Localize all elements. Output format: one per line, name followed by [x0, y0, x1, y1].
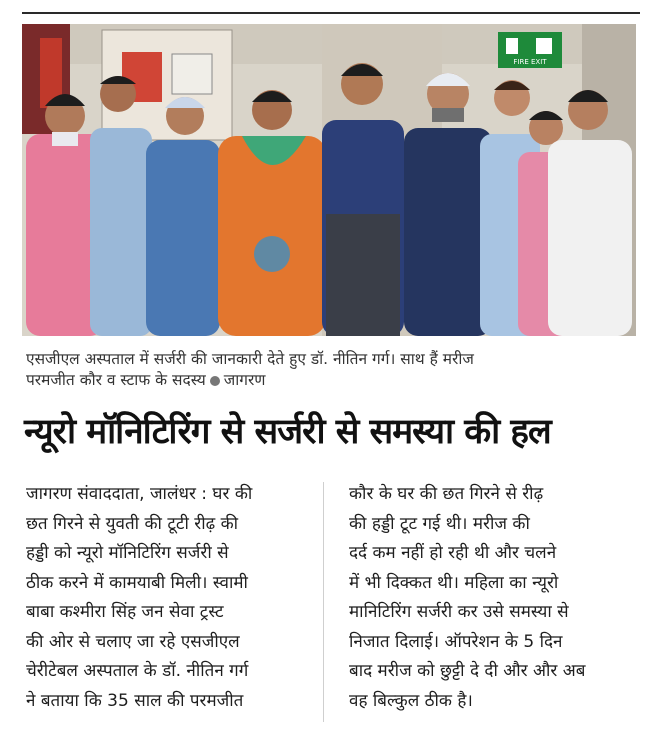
article-line: की हड्डी टूट गई थी। मरीज की [349, 513, 530, 534]
article-line: बाद मरीज को छुट्टी दे दी और और अब [349, 661, 586, 681]
article-line: छत गिरने से युवती की टूटी रीढ़ की [26, 513, 239, 534]
photo-caption [26, 349, 632, 391]
top-rule [22, 12, 640, 14]
article-line: बाबा कश्मीरा सिंह जन सेवा ट्रस्ट [26, 602, 224, 622]
article-line: निजात दिलाई। ऑपरेशन के 5 दिन [349, 631, 563, 652]
fire-exit-text: FIRE EXIT [513, 58, 547, 66]
article-line: ने बताया कि 35 साल की परमजीत [26, 690, 244, 711]
article-line: जागरण संवाददाता, जालंधर : घर की [26, 484, 253, 504]
article-line: दर्द कम नहीं हो रही थी और चलने [349, 543, 557, 563]
article-line: कौर के घर की छत गिरने से रीढ़ [349, 484, 544, 504]
article-line: चेरीटेबल अस्पताल के डॉ. नीतिन गर्ग [26, 661, 249, 681]
article-line: वह बिल्कुल ठीक है। [349, 690, 473, 711]
article-line: मानिटिरिंग सर्जरी कर उसे समस्या से [349, 602, 569, 622]
article-body [26, 480, 634, 732]
article-column-1 [26, 480, 311, 732]
bullet-dot-icon [210, 376, 220, 386]
article-line: हड्डी को न्यूरो मॉनिटिरिंग सर्जरी से [26, 543, 229, 563]
caption-line-2 [26, 370, 632, 391]
article-line: में भी दिक्कत थी। महिला का न्यूरो [349, 572, 559, 593]
headline: न्यूरो मॉनिटिरिंग से सर्जरी से समस्या की हल [24, 412, 551, 452]
news-photo [22, 24, 636, 336]
caption-line-2-text: परमजीत कौर व स्टाफ के सदस्य [26, 371, 206, 389]
caption-line-1: एसजीएल अस्पताल में सर्जरी की जानकारी देते हुए डॉ. नीतिन गर्ग। साथ हैं मरीज [26, 350, 474, 368]
article-line: ठीक करने में कामयाबी मिली। स्वामी [26, 572, 248, 593]
article-column-2 [349, 480, 634, 732]
article-line: की ओर से चलाए जा रहे एसजीएल [26, 631, 240, 652]
caption-credit: जागरण [223, 371, 266, 389]
group-photo-illustration [22, 24, 636, 336]
